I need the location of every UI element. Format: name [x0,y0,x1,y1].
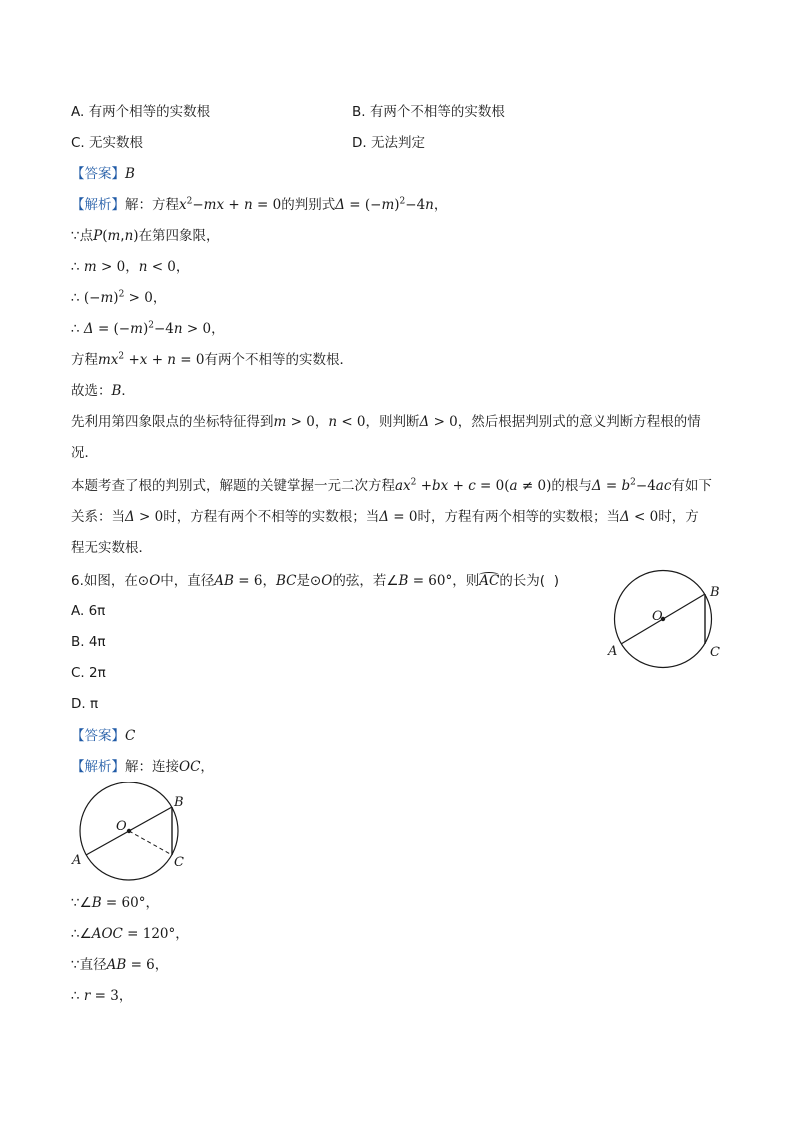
segment-oc [129,831,172,855]
circle-figure-question [598,566,758,686]
analysis-tag: 【解析】 [71,759,125,775]
q5-answer-line [71,164,135,184]
option-c: C. 无实数根 [71,135,144,151]
label-b: B [710,585,720,600]
arc-ac: AC [479,573,500,589]
q5-analysis-line4: ∴ $(-m)^2 > 0$， [71,289,167,306]
q5-analysis-line6: 方程$mx^2 +x + n = 0$有两个不相等的实数根． [71,351,353,368]
option-a: A. 有两个相等的实数根 [71,104,211,120]
label-o: O [652,609,663,624]
center-point [127,829,131,833]
q6-option-c: C. 2π [71,665,106,681]
q5-analysis-line5: ∴ $\Delta = (-m)^2-4n > 0$， [71,320,225,337]
q5-summary-line2: 关系：当Δ > 0时，方程有两个不相等的实数根；当Δ = 0时，方程有两个相等的实数根；当Δ < 0时，方 [71,509,699,525]
q6-option-a: A. 6π [71,603,106,619]
answer-value: C [125,728,136,744]
q6-analysis-line: 【解析】解：连接OC， [71,759,214,775]
analysis-tag: 【解析】 [71,197,125,213]
q6-stem: 6.如图，在⊙O中，直径AB = 6，BC是⊙O的弦，若∠B = 60°，则AC的长为( ) [71,573,559,589]
label-b: B [174,795,184,810]
q6-option-d: D. π [71,696,99,712]
q6-step2: ∴∠AOC = 120°， [71,926,189,942]
label-o: O [116,819,127,834]
q6-step3: ∵直径AB = 6， [71,957,169,973]
q5-analysis-line9: 况． [71,445,98,461]
q6-option-b: B. 4π [71,634,106,650]
label-a: A [608,644,618,659]
q6-step1: ∵∠B = 60°， [71,895,159,911]
q5-analysis-line3: ∴ m > 0，n < 0， [71,259,190,275]
label-a: A [72,853,82,868]
q5-analysis-line7: 故选：B． [71,383,135,399]
label-c: C [710,645,720,660]
answer-tag: 【答案】 [71,728,125,744]
q6-answer-line [71,726,135,746]
q5-analysis-line8: 先利用第四象限点的坐标特征得到m > 0，n < 0，则判断Δ > 0，然后根据判别式的意义判断方程根的情 [71,414,701,430]
answer-value: B [125,166,135,182]
label-c: C [174,855,184,870]
option-d: D. 无法判定 [352,135,425,151]
answer-tag: 【答案】 [71,166,125,182]
q6-step4: ∴ r = 3， [71,988,133,1004]
q5-analysis-line1: 【解析】解：方程$x^2-mx + n = 0$的判别式$\Delta = (-m)^2-4n$， [71,196,448,213]
option-b: B. 有两个不相等的实数根 [352,104,505,120]
circle-figure-analysis [66,782,226,902]
q5-summary-line1: 本题考查了根的判别式，解题的关键掌握一元二次方程$ax^2 +bx + c = 0(a \ne 0)$的根与$\Delta = b^2-4ac$有如下 [71,477,712,494]
q5-summary-line3: 程无实数根． [71,540,152,556]
q5-analysis-line2: ∵点P(m,n)在第四象限， [71,228,220,244]
